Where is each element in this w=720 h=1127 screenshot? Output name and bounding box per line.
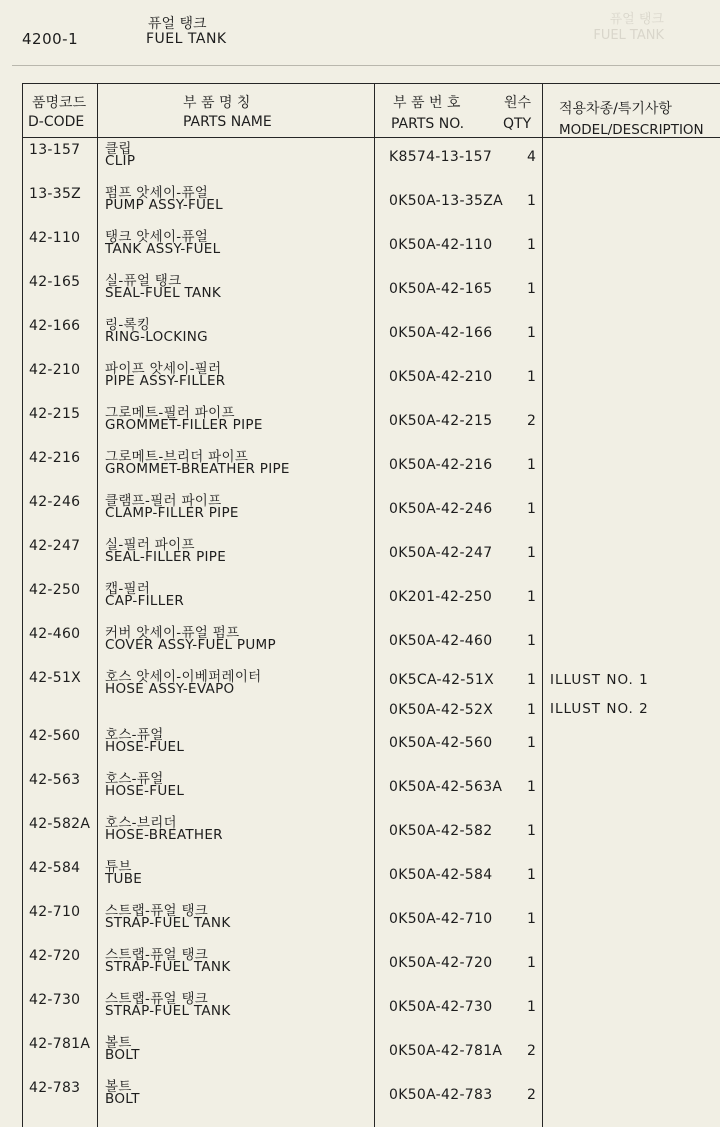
part-name: GROMMET-FILLER PIPE [105, 417, 263, 433]
part-code: 42-246 [29, 494, 81, 510]
part-code: 42-460 [29, 626, 81, 642]
show-through-title: FUEL TANK [593, 28, 664, 43]
quantity: 1 [527, 457, 537, 473]
part-name-korean: 호스-퓨얼 [105, 727, 164, 743]
part-number: 0K50A-42-584 [389, 867, 493, 883]
column-header-name-korean: 부 품 명 칭 [183, 95, 251, 111]
quantity: 1 [527, 325, 537, 341]
part-code: 42-110 [29, 230, 81, 246]
table-row [23, 1032, 720, 1076]
table-row [23, 812, 720, 856]
column-header-name: PARTS NAME [183, 114, 272, 130]
table-row [23, 358, 720, 402]
quantity: 1 [527, 633, 537, 649]
part-name-korean: 볼트 [105, 1079, 132, 1095]
quantity: 1 [527, 501, 537, 517]
table-row [23, 856, 720, 900]
quantity: 2 [527, 1043, 537, 1059]
quantity: 1 [527, 823, 537, 839]
section-title: FUEL TANK [146, 31, 227, 47]
part-number: 0K50A-42-560 [389, 735, 493, 751]
part-code: 42-166 [29, 318, 81, 334]
quantity: 4 [527, 149, 537, 165]
part-number: 0K5CA-42-51X [389, 672, 494, 688]
part-name: COVER ASSY-FUEL PUMP [105, 637, 276, 653]
part-number: 0K50A-42-460 [389, 633, 493, 649]
part-code: 42-247 [29, 538, 81, 554]
part-code: 42-250 [29, 582, 81, 598]
part-name-korean: 볼트 [105, 1035, 132, 1051]
part-number: 0K50A-42-582 [389, 823, 493, 839]
table-row [23, 534, 720, 578]
column-header-qty-korean: 원수 [504, 95, 532, 111]
quantity: 1 [527, 281, 537, 297]
part-number: 0K50A-42-246 [389, 501, 493, 517]
table-row [23, 666, 720, 724]
page-number: 4200-1 [22, 30, 79, 48]
part-code: 13-35Z [29, 186, 82, 202]
part-code: 42-215 [29, 406, 81, 422]
part-code: 42-210 [29, 362, 81, 378]
part-name-korean: 그로메트-필러 파이프 [105, 405, 235, 421]
part-code: 42-584 [29, 860, 81, 876]
table-row [23, 182, 720, 226]
table-row [23, 314, 720, 358]
part-name: HOSE-FUEL [105, 739, 185, 755]
part-code: 42-710 [29, 904, 81, 920]
column-header-model: MODEL/DESCRIPTION [559, 122, 704, 138]
quantity: 1 [527, 193, 537, 209]
column-header-code-korean: 품명코드 [32, 95, 87, 111]
part-name-korean: 호스-브리더 [105, 815, 177, 831]
part-name: PIPE ASSY-FILLER [105, 373, 226, 389]
table-row [23, 402, 720, 446]
table-body [23, 138, 720, 1120]
quantity: 1 [527, 545, 537, 561]
show-through-title-korean: 퓨얼 탱크 [609, 12, 664, 27]
part-number: 0K50A-42-720 [389, 955, 493, 971]
quantity: 1 [527, 672, 537, 688]
part-code: 42-563 [29, 772, 81, 788]
part-name: BOLT [105, 1091, 140, 1107]
quantity: 2 [527, 413, 537, 429]
page-header [0, 0, 720, 60]
quantity: 1 [527, 237, 537, 253]
table-row [23, 944, 720, 988]
header-divider [12, 65, 720, 66]
part-code: 42-582A [29, 816, 91, 832]
column-header-code: D-CODE [28, 114, 85, 130]
part-name-korean: 탱크 앗세이-퓨얼 [105, 229, 209, 245]
part-code: 42-783 [29, 1080, 81, 1096]
part-name: PUMP ASSY-FUEL [105, 197, 223, 213]
part-number: 0K50A-42-783 [389, 1087, 493, 1103]
part-name-korean: 스트랩-퓨얼 탱크 [105, 947, 209, 963]
part-number: 0K201-42-250 [389, 589, 493, 605]
quantity: 1 [527, 999, 537, 1015]
part-name-korean: 실-필러 파이프 [105, 537, 195, 553]
part-name: BOLT [105, 1047, 140, 1063]
part-name-korean: 스트랩-퓨얼 탱크 [105, 991, 209, 1007]
parts-table [22, 83, 720, 1127]
part-name-korean: 링-록킹 [105, 317, 151, 333]
part-name: GROMMET-BREATHER PIPE [105, 461, 290, 477]
part-number: 0K50A-42-210 [389, 369, 493, 385]
table-row [23, 270, 720, 314]
part-name-korean: 그로메트-브리더 파이프 [105, 449, 249, 465]
model-description: ILLUST NO. 2 [550, 701, 649, 717]
part-number: 0K50A-42-781A [389, 1043, 503, 1059]
part-code: 42-165 [29, 274, 81, 290]
part-code: 42-730 [29, 992, 81, 1008]
part-code: 13-157 [29, 142, 81, 158]
part-name-korean: 실-퓨얼 탱크 [105, 273, 182, 289]
quantity: 1 [527, 735, 537, 751]
part-name-korean: 호스 앗세이-이베퍼레이터 [105, 669, 262, 685]
part-name: CLAMP-FILLER PIPE [105, 505, 239, 521]
part-name: CAP-FILLER [105, 593, 185, 609]
part-name: STRAP-FUEL TANK [105, 915, 231, 931]
quantity: 1 [527, 702, 537, 718]
table-row [23, 900, 720, 944]
part-name: RING-LOCKING [105, 329, 208, 345]
table-row [23, 988, 720, 1032]
part-name-korean: 스트랩-퓨얼 탱크 [105, 903, 209, 919]
table-row [23, 226, 720, 270]
table-row [23, 622, 720, 666]
part-name: STRAP-FUEL TANK [105, 959, 231, 975]
part-name: SEAL-FILLER PIPE [105, 549, 227, 565]
table-row [23, 768, 720, 812]
part-name: TANK ASSY-FUEL [105, 241, 221, 257]
quantity: 1 [527, 779, 537, 795]
part-number: 0K50A-42-710 [389, 911, 493, 927]
quantity: 2 [527, 1087, 537, 1103]
part-number: 0K50A-42-216 [389, 457, 493, 473]
show-through-header [593, 12, 664, 44]
table-row [23, 1076, 720, 1120]
part-name-korean: 클립 [105, 141, 132, 157]
quantity: 1 [527, 867, 537, 883]
column-header-model-korean: 적용차종/특기사항 [559, 101, 672, 117]
part-code: 42-781A [29, 1036, 91, 1052]
part-name: HOSE ASSY-EVAPO [105, 681, 235, 697]
part-number: 0K50A-13-35ZA [389, 193, 503, 209]
part-name-korean: 커버 앗세이-퓨얼 펌프 [105, 625, 240, 641]
quantity: 1 [527, 369, 537, 385]
part-number: 0K50A-42-110 [389, 237, 493, 253]
part-name: SEAL-FUEL TANK [105, 285, 222, 301]
part-number: 0K50A-42-563A [389, 779, 503, 795]
part-code: 42-216 [29, 450, 81, 466]
part-name: TUBE [105, 871, 143, 887]
part-name-korean: 클램프-필러 파이프 [105, 493, 222, 509]
part-code: 42-51X [29, 670, 82, 686]
table-row [23, 724, 720, 768]
column-header-qty: QTY [503, 116, 532, 132]
quantity: 1 [527, 589, 537, 605]
column-header-part-no-korean: 부 품 번 호 [393, 95, 461, 111]
part-name-korean: 펌프 앗세이-퓨얼 [105, 185, 209, 201]
part-name: HOSE-FUEL [105, 783, 185, 799]
quantity: 1 [527, 911, 537, 927]
part-number: 0K50A-42-215 [389, 413, 493, 429]
part-number: 0K50A-42-52X [389, 702, 494, 718]
column-header-part-no: PARTS NO. [391, 116, 465, 132]
model-description: ILLUST NO. 1 [550, 672, 649, 688]
table-row [23, 446, 720, 490]
part-name-korean: 파이프 앗세이-필러 [105, 361, 222, 377]
part-code: 42-560 [29, 728, 81, 744]
part-number: 0K50A-42-165 [389, 281, 493, 297]
quantity: 1 [527, 955, 537, 971]
part-number: 0K50A-42-730 [389, 999, 493, 1015]
part-number: 0K50A-42-166 [389, 325, 493, 341]
part-name-korean: 호스-퓨얼 [105, 771, 164, 787]
part-code: 42-720 [29, 948, 81, 964]
table-row [23, 138, 720, 182]
table-row [23, 490, 720, 534]
table-row [23, 578, 720, 622]
part-name: HOSE-BREATHER [105, 827, 223, 843]
part-name: STRAP-FUEL TANK [105, 1003, 231, 1019]
section-title-korean: 퓨얼 탱크 [148, 16, 207, 32]
part-number: 0K50A-42-247 [389, 545, 493, 561]
part-number: K8574-13-157 [389, 149, 493, 165]
part-name-korean: 튜브 [105, 859, 132, 875]
part-name-korean: 캡-필러 [105, 581, 151, 597]
part-name: CLIP [105, 153, 136, 169]
